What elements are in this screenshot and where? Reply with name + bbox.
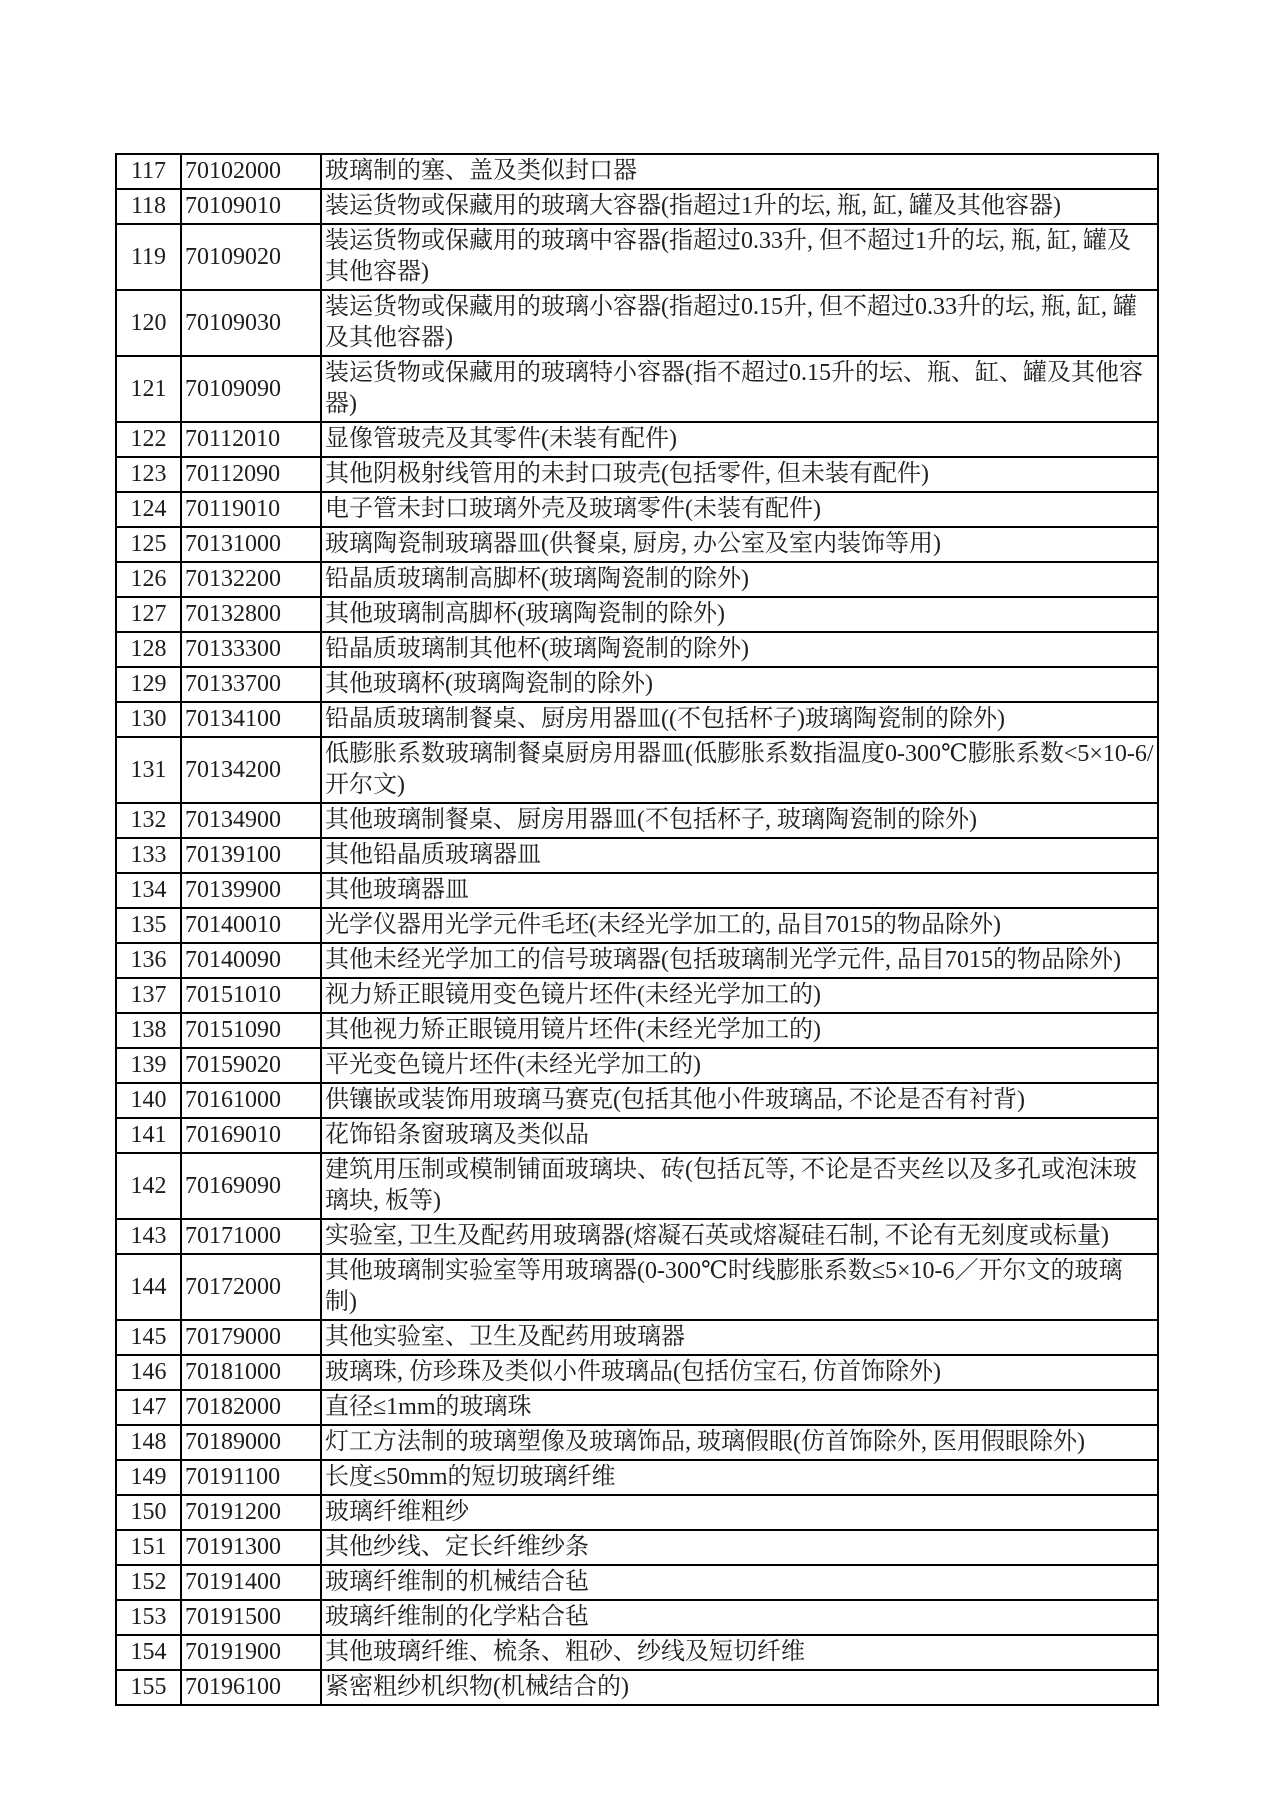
row-number-cell: 143	[116, 1219, 181, 1254]
hs-code-cell: 70109010	[181, 189, 321, 224]
hs-code-cell: 70151090	[181, 1013, 321, 1048]
hs-code-cell: 70112010	[181, 422, 321, 457]
table-row	[116, 1013, 1158, 1048]
row-number-cell: 147	[116, 1390, 181, 1425]
description-cell: 玻璃纤维粗纱	[321, 1495, 1158, 1530]
description-cell: 其他阴极射线管用的未封口玻壳(包括零件, 但未装有配件)	[321, 457, 1158, 492]
row-number-cell: 151	[116, 1530, 181, 1565]
description-cell: 铅晶质玻璃制餐桌、厨房用器皿((不包括杯子)玻璃陶瓷制的除外)	[321, 702, 1158, 737]
description-cell: 玻璃制的塞、盖及类似封口器	[321, 154, 1158, 189]
table-row	[116, 1530, 1158, 1565]
table-row	[116, 943, 1158, 978]
row-number-cell: 132	[116, 803, 181, 838]
description-cell: 装运货物或保藏用的玻璃大容器(指超过1升的坛, 瓶, 缸, 罐及其他容器)	[321, 189, 1158, 224]
hs-code-cell: 70140010	[181, 908, 321, 943]
hs-code-cell: 70119010	[181, 492, 321, 527]
row-number-cell: 139	[116, 1048, 181, 1083]
row-number-cell: 126	[116, 562, 181, 597]
table-row	[116, 224, 1158, 290]
table-row	[116, 422, 1158, 457]
description-cell: 铅晶质玻璃制高脚杯(玻璃陶瓷制的除外)	[321, 562, 1158, 597]
description-cell: 玻璃纤维制的机械结合毡	[321, 1565, 1158, 1600]
table-row	[116, 978, 1158, 1013]
row-number-cell: 135	[116, 908, 181, 943]
hs-code-cell: 70109020	[181, 224, 321, 290]
table-row	[116, 1425, 1158, 1460]
hs-code-cell: 70140090	[181, 943, 321, 978]
row-number-cell: 123	[116, 457, 181, 492]
description-cell: 低膨胀系数玻璃制餐桌厨房用器皿(低膨胀系数指温度0-300℃膨胀系数<5×10-6/开尔文)	[321, 737, 1158, 803]
hs-code-cell: 70179000	[181, 1320, 321, 1355]
row-number-cell: 137	[116, 978, 181, 1013]
table-row	[116, 1355, 1158, 1390]
table-row	[116, 737, 1158, 803]
row-number-cell: 134	[116, 873, 181, 908]
row-number-cell: 153	[116, 1600, 181, 1635]
table-row	[116, 1320, 1158, 1355]
hs-code-cell: 70134100	[181, 702, 321, 737]
row-number-cell: 144	[116, 1254, 181, 1320]
description-cell: 装运货物或保藏用的玻璃特小容器(指不超过0.15升的坛、瓶、缸、罐及其他容器)	[321, 356, 1158, 422]
row-number-cell: 119	[116, 224, 181, 290]
row-number-cell: 141	[116, 1118, 181, 1153]
row-number-cell: 149	[116, 1460, 181, 1495]
hs-code-cell: 70171000	[181, 1219, 321, 1254]
table-row	[116, 873, 1158, 908]
row-number-cell: 121	[116, 356, 181, 422]
description-cell: 电子管未封口玻璃外壳及玻璃零件(未装有配件)	[321, 492, 1158, 527]
table-row	[116, 1390, 1158, 1425]
description-cell: 视力矫正眼镜用变色镜片坯件(未经光学加工的)	[321, 978, 1158, 1013]
description-cell: 其他纱线、定长纤维纱条	[321, 1530, 1158, 1565]
table-row	[116, 154, 1158, 189]
row-number-cell: 138	[116, 1013, 181, 1048]
hs-code-cell: 70196100	[181, 1670, 321, 1705]
description-cell: 紧密粗纱机织物(机械结合的)	[321, 1670, 1158, 1705]
table-body	[116, 154, 1158, 1705]
row-number-cell: 131	[116, 737, 181, 803]
table-row	[116, 702, 1158, 737]
hs-code-cell: 70191900	[181, 1635, 321, 1670]
row-number-cell: 148	[116, 1425, 181, 1460]
table-row	[116, 1083, 1158, 1118]
table-row	[116, 189, 1158, 224]
description-cell: 其他未经光学加工的信号玻璃器(包括玻璃制光学元件, 品目7015的物品除外)	[321, 943, 1158, 978]
hs-code-cell: 70139900	[181, 873, 321, 908]
row-number-cell: 128	[116, 632, 181, 667]
table-row	[116, 1460, 1158, 1495]
description-cell: 其他铅晶质玻璃器皿	[321, 838, 1158, 873]
row-number-cell: 140	[116, 1083, 181, 1118]
hs-code-cell: 70159020	[181, 1048, 321, 1083]
row-number-cell: 154	[116, 1635, 181, 1670]
description-cell: 其他玻璃纤维、梳条、粗砂、纱线及短切纤维	[321, 1635, 1158, 1670]
hs-code-cell: 70133300	[181, 632, 321, 667]
row-number-cell: 120	[116, 290, 181, 356]
description-cell: 装运货物或保藏用的玻璃中容器(指超过0.33升, 但不超过1升的坛, 瓶, 缸, 罐及其他容器)	[321, 224, 1158, 290]
description-cell: 建筑用压制或模制铺面玻璃块、砖(包括瓦等, 不论是否夹丝以及多孔或泡沫玻璃块, 板等)	[321, 1153, 1158, 1219]
description-cell: 供镶嵌或装饰用玻璃马赛克(包括其他小件玻璃品, 不论是否有衬背)	[321, 1083, 1158, 1118]
table-row	[116, 1118, 1158, 1153]
table-row	[116, 1219, 1158, 1254]
row-number-cell: 155	[116, 1670, 181, 1705]
row-number-cell: 129	[116, 667, 181, 702]
row-number-cell: 130	[116, 702, 181, 737]
description-cell: 其他玻璃制餐桌、厨房用器皿(不包括杯子, 玻璃陶瓷制的除外)	[321, 803, 1158, 838]
description-cell: 其他玻璃器皿	[321, 873, 1158, 908]
hs-code-cell: 70189000	[181, 1425, 321, 1460]
table-row	[116, 1565, 1158, 1600]
hs-code-cell: 70169010	[181, 1118, 321, 1153]
description-cell: 直径≤1mm的玻璃珠	[321, 1390, 1158, 1425]
table-row	[116, 1670, 1158, 1705]
table-row	[116, 1600, 1158, 1635]
hs-code-cell: 70112090	[181, 457, 321, 492]
hs-code-table	[115, 153, 1159, 1706]
description-cell: 其他玻璃制高脚杯(玻璃陶瓷制的除外)	[321, 597, 1158, 632]
row-number-cell: 136	[116, 943, 181, 978]
table-row	[116, 597, 1158, 632]
hs-code-cell: 70191300	[181, 1530, 321, 1565]
hs-code-cell: 70132800	[181, 597, 321, 632]
hs-code-cell: 70139100	[181, 838, 321, 873]
description-cell: 装运货物或保藏用的玻璃小容器(指超过0.15升, 但不超过0.33升的坛, 瓶, 缸, 罐及其他容器)	[321, 290, 1158, 356]
description-cell: 其他玻璃杯(玻璃陶瓷制的除外)	[321, 667, 1158, 702]
hs-code-cell: 70181000	[181, 1355, 321, 1390]
description-cell: 灯工方法制的玻璃塑像及玻璃饰品, 玻璃假眼(仿首饰除外, 医用假眼除外)	[321, 1425, 1158, 1460]
description-cell: 显像管玻壳及其零件(未装有配件)	[321, 422, 1158, 457]
row-number-cell: 133	[116, 838, 181, 873]
description-cell: 其他视力矫正眼镜用镜片坯件(未经光学加工的)	[321, 1013, 1158, 1048]
description-cell: 长度≤50mm的短切玻璃纤维	[321, 1460, 1158, 1495]
row-number-cell: 118	[116, 189, 181, 224]
table-row	[116, 1495, 1158, 1530]
hs-code-cell: 70151010	[181, 978, 321, 1013]
description-cell: 铅晶质玻璃制其他杯(玻璃陶瓷制的除外)	[321, 632, 1158, 667]
hs-code-cell: 70134200	[181, 737, 321, 803]
row-number-cell: 127	[116, 597, 181, 632]
hs-code-cell: 70182000	[181, 1390, 321, 1425]
row-number-cell: 150	[116, 1495, 181, 1530]
description-cell: 玻璃纤维制的化学粘合毡	[321, 1600, 1158, 1635]
table-row	[116, 803, 1158, 838]
table-row	[116, 457, 1158, 492]
table-row	[116, 356, 1158, 422]
table-row	[116, 908, 1158, 943]
table-row	[116, 492, 1158, 527]
table-row	[116, 1635, 1158, 1670]
table-row	[116, 667, 1158, 702]
hs-code-cell: 70191500	[181, 1600, 321, 1635]
hs-code-cell: 70169090	[181, 1153, 321, 1219]
description-cell: 其他实验室、卫生及配药用玻璃器	[321, 1320, 1158, 1355]
hs-code-cell: 70132200	[181, 562, 321, 597]
table-row	[116, 838, 1158, 873]
hs-code-cell: 70191400	[181, 1565, 321, 1600]
description-cell: 花饰铅条窗玻璃及类似品	[321, 1118, 1158, 1153]
row-number-cell: 124	[116, 492, 181, 527]
row-number-cell: 142	[116, 1153, 181, 1219]
table-row	[116, 527, 1158, 562]
hs-code-cell: 70109090	[181, 356, 321, 422]
description-cell: 实验室, 卫生及配药用玻璃器(熔凝石英或熔凝硅石制, 不论有无刻度或标量)	[321, 1219, 1158, 1254]
hs-code-cell: 70161000	[181, 1083, 321, 1118]
hs-code-cell: 70191200	[181, 1495, 321, 1530]
hs-code-cell: 70131000	[181, 527, 321, 562]
hs-code-cell: 70172000	[181, 1254, 321, 1320]
description-cell: 光学仪器用光学元件毛坯(未经光学加工的, 品目7015的物品除外)	[321, 908, 1158, 943]
table-row	[116, 562, 1158, 597]
hs-code-cell: 70191100	[181, 1460, 321, 1495]
row-number-cell: 125	[116, 527, 181, 562]
table-row	[116, 1048, 1158, 1083]
hs-code-cell: 70134900	[181, 803, 321, 838]
hs-code-cell: 70102000	[181, 154, 321, 189]
row-number-cell: 122	[116, 422, 181, 457]
table-row	[116, 632, 1158, 667]
table-row	[116, 1153, 1158, 1219]
table-row	[116, 1254, 1158, 1320]
description-cell: 其他玻璃制实验室等用玻璃器(0-300℃时线膨胀系数≤5×10-6／开尔文的玻璃制)	[321, 1254, 1158, 1320]
row-number-cell: 152	[116, 1565, 181, 1600]
description-cell: 平光变色镜片坯件(未经光学加工的)	[321, 1048, 1158, 1083]
description-cell: 玻璃陶瓷制玻璃器皿(供餐桌, 厨房, 办公室及室内装饰等用)	[321, 527, 1158, 562]
description-cell: 玻璃珠, 仿珍珠及类似小件玻璃品(包括仿宝石, 仿首饰除外)	[321, 1355, 1158, 1390]
row-number-cell: 146	[116, 1355, 181, 1390]
hs-code-cell: 70109030	[181, 290, 321, 356]
row-number-cell: 117	[116, 154, 181, 189]
hs-code-cell: 70133700	[181, 667, 321, 702]
table-row	[116, 290, 1158, 356]
row-number-cell: 145	[116, 1320, 181, 1355]
